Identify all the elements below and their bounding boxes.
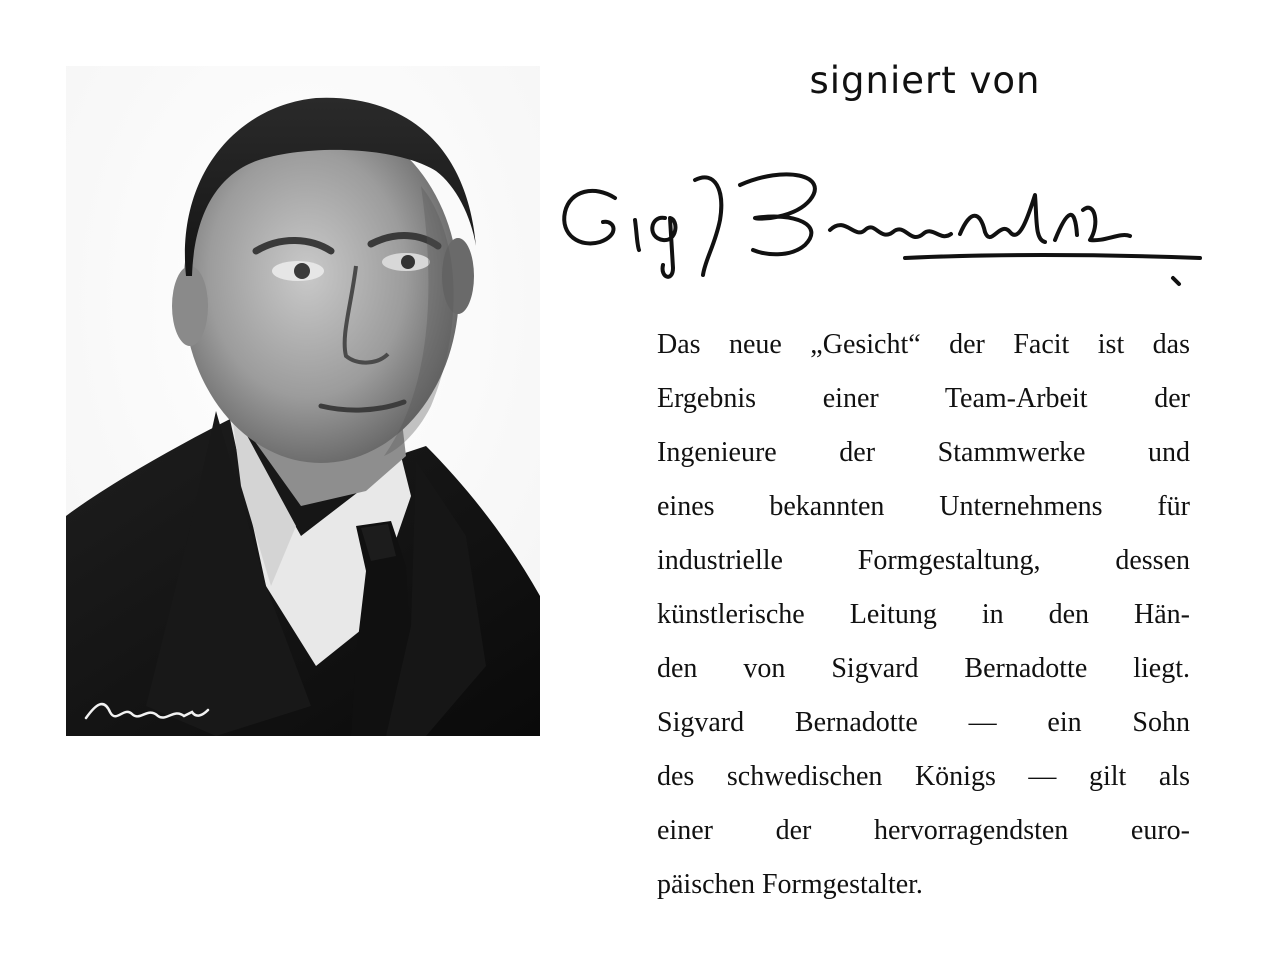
body-line: industrielle Formgestaltung, dessen	[657, 545, 1190, 576]
body-line: einer der hervorragendsten euro-	[657, 815, 1190, 846]
body-line: künstlerische Leitung in den Hän-	[657, 599, 1190, 630]
signature-illustration	[555, 150, 1205, 300]
handwritten-signature	[555, 150, 1205, 300]
body-line: eines bekannten Unternehmens für	[657, 491, 1190, 522]
body-line: des schwedischen Königs — gilt als	[657, 761, 1190, 792]
body-line: Sigvard Bernadotte — ein Sohn	[657, 707, 1190, 738]
portrait-photo	[66, 66, 540, 736]
body-paragraph	[657, 318, 1190, 912]
heading-signed-by: signiert von	[809, 59, 1041, 102]
body-line: den von Sigvard Bernadotte liegt.	[657, 653, 1190, 684]
body-line: Ergebnis einer Team-Arbeit der	[657, 383, 1190, 414]
portrait-illustration	[66, 66, 540, 736]
body-line: päischen Formgestalter.	[657, 869, 923, 900]
body-line: Das neue „Gesicht“ der Facit ist das	[657, 329, 1190, 360]
body-line: Ingenieure der Stammwerke und	[657, 437, 1190, 468]
